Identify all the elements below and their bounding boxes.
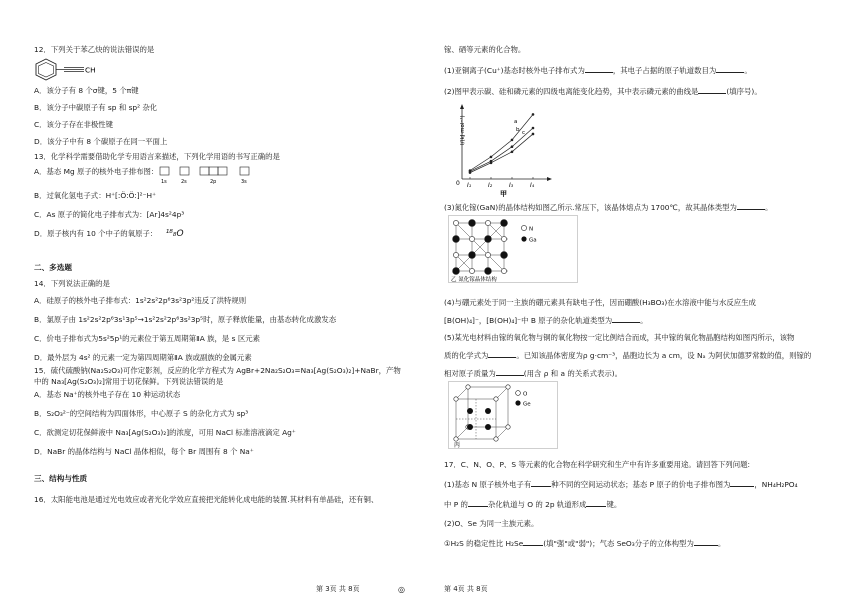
n-atom xyxy=(453,220,458,225)
o-atom xyxy=(466,385,470,389)
q13-option-d-text: D．原子核内有 10 个中子的氧原子： xyxy=(34,229,158,238)
curve-label-a: a xyxy=(514,119,518,125)
cell-caption: 丙 xyxy=(454,442,461,449)
q13-option-a-row xyxy=(34,166,416,186)
q17-part2b-text: (填"强"或"弱")；气态 SeO₃分子的立体构型为 xyxy=(543,539,694,548)
ge-atom xyxy=(467,408,473,414)
answer-blank[interactable] xyxy=(488,349,516,358)
curve-b-point xyxy=(532,127,535,130)
q16-part1-text-b: ，其电子占据的原子轨道数目为 xyxy=(612,66,717,75)
ga-atom xyxy=(469,220,476,227)
benzene-ring-icon xyxy=(34,55,124,85)
ga-atom xyxy=(485,236,492,243)
phenylacetylene-structure xyxy=(34,55,416,85)
orbital-2s: 2s xyxy=(181,179,188,185)
answer-blank[interactable] xyxy=(531,478,551,487)
q16-part5d-text: 相对原子质量为 xyxy=(444,369,496,378)
q13-option-b-prefix: B．过氧化氢电子式： xyxy=(34,191,106,200)
section-structure-properties: 三、结构与性质 xyxy=(34,474,88,483)
gan-crystal-structure xyxy=(448,215,578,283)
q17-part1-text: (1)基态 N 原子核外电子有 xyxy=(444,480,532,489)
ga-atom xyxy=(485,268,492,275)
q12-option-d: D．该分子中有 8 个碳原子在同一平面上 xyxy=(34,137,168,146)
answer-blank[interactable] xyxy=(585,64,613,73)
n-atom xyxy=(501,268,506,273)
q15-stem-line2: 中的 Na₃[Ag(S₂O₃)₂]常用于切花保鲜。下列说法错误的是 xyxy=(34,377,224,386)
q16-part3: (3)氮化镓(GaN)的晶体结构如图乙所示.常压下，该晶体熔点为 1700℃，故其晶体类型为 。 xyxy=(444,203,773,212)
q17-part1c-text: ，NH₄H₂PO₄ xyxy=(754,480,798,489)
right-page xyxy=(430,0,860,608)
q14-option-b: B．氯原子由 1s²2s²2p⁶3s¹3p⁵→1s²2s²2p⁶3s²3p⁵时，原子释放能量，由基态转化成激发态 xyxy=(34,315,337,324)
o-atom xyxy=(454,397,458,401)
orbital-1s: 1s xyxy=(161,179,168,185)
q15-option-b: B．S₂O₃²⁻的空间结构为四面体形，中心原子 S 的杂化方式为 sp³ xyxy=(34,409,249,418)
x-tick-i2: I₂ xyxy=(488,182,493,189)
answer-blank[interactable] xyxy=(612,314,640,323)
answer-blank[interactable] xyxy=(523,537,543,546)
gallium-oxide-unit-cell xyxy=(448,381,558,449)
curve-c-point xyxy=(469,171,472,174)
answer-blank[interactable] xyxy=(586,498,606,507)
n-atom xyxy=(469,268,474,273)
ga-atom xyxy=(501,220,508,227)
orbital-2p: 2p xyxy=(210,179,217,185)
curve-a-point xyxy=(490,156,493,159)
q13-option-b-formula: H⁺[:Ö:Ö:]²⁻H⁺ xyxy=(105,191,156,200)
legend-o: O xyxy=(523,391,528,398)
x-tick-i3: I₃ xyxy=(509,182,514,189)
graph-origin: 0 xyxy=(456,180,460,187)
o-atom xyxy=(494,397,498,401)
q16-part4: (4)与硼元素处于同一主族的硼元素具有缺电子性，因而硼酸(H₃BO₃)在水溶液中能与水反应生成 xyxy=(444,298,756,307)
orbital-diagram xyxy=(158,166,288,186)
legend-ga: Ga xyxy=(529,237,537,244)
ch-label: CH xyxy=(85,65,96,75)
q12-option-b: B．该分子中碳原子有 sp 和 sp² 杂化 xyxy=(34,103,158,112)
q16-stem: 16．太阳能电池是通过光电效应或者光化学效应直接把光能转化成电能的装置.其材料有单晶硅，还有铜、 xyxy=(34,495,379,504)
o-atom xyxy=(454,437,458,441)
graph-curves xyxy=(469,113,535,174)
q14-option-a: A．硅原子的核外电子排布式：1s²2s²2p⁶3s²3p²违反了洪特规则 xyxy=(34,296,247,305)
ga-atom xyxy=(501,252,508,259)
ionization-energy-graph xyxy=(448,101,558,197)
x-tick-i1: I₁ xyxy=(467,182,472,189)
n-atom xyxy=(469,236,474,241)
q16-part5b-text: 质的化学式为 xyxy=(444,351,489,360)
gan-caption: 乙 氮化镓晶体结构 xyxy=(451,277,497,283)
ga-atom xyxy=(453,236,460,243)
x-tick-i4: I₄ xyxy=(530,182,535,189)
left-page-footer: 第 3页 共 8页 xyxy=(316,585,360,593)
q17-part2a: ①H₂S 的稳定性比 H₂Se (填"强"或"弱")；气态 SeO₃分子的立体构型为 。 xyxy=(444,539,726,548)
q17-part1d-text: 中 P 的 xyxy=(444,500,468,509)
q16-part5c-text: 。已知该晶体密度为ρ g·cm⁻³，晶胞边长为 a cm，设 Nₐ 为阿伏加德罗常数的值，则镓的 xyxy=(516,351,812,360)
legend-ge: Ge xyxy=(523,401,531,408)
q14-option-d: D．最外层为 4s² 的元素一定为第四周期第ⅡA 族或副族的金属元素 xyxy=(34,353,252,362)
q17-part1b-text: 种不同的空间运动状态；基态 P 原子的价电子排布图为 xyxy=(551,480,731,489)
curve-a-point xyxy=(511,139,514,142)
ge-atom xyxy=(485,424,491,430)
q14-option-c: C．价电子排布式为5s²5p¹的元素位于第五周期第ⅡA 族，是 s 区元素 xyxy=(34,334,261,343)
q15-stem-line1: 15．硫代硫酸钠(Na₂S₂O₃)可作定影剂，反应的化学方程式为 AgBr+2Na₂S₂O₃=Na₃[Ag(S₂O₃)₂]+NaBr，产物 xyxy=(34,366,401,375)
q16-part2-text: (2)图甲表示碳、硅和磷元素的四级电离能变化趋势，其中表示磷元素的曲线是 xyxy=(444,87,699,96)
q16-part5d xyxy=(444,367,840,379)
ge-atom xyxy=(485,408,491,414)
page-separator-icon: ◎ xyxy=(398,585,405,594)
answer-blank[interactable] xyxy=(468,498,488,507)
q16-part3-text: (3)氮化镓(GaN)的晶体结构如图乙所示.常压下，该晶体熔点为 1700℃，故其晶体类型为 xyxy=(444,203,737,212)
q16-part4b-text: [B(OH)₄]⁻，[B(OH)₄]⁻中 B 原子的杂化轨道类型为 xyxy=(444,316,613,325)
q15-option-c: C．欲测定切花保鲜液中 Na₃[Ag(S₂O₃)₂]的浓度，可用 NaCl 标准溶液滴定 Ag⁺ xyxy=(34,428,296,437)
answer-blank[interactable] xyxy=(698,85,726,94)
curve-c-point xyxy=(490,162,493,165)
q17-part1 xyxy=(444,478,840,490)
q16-part1: (1)亚铜离子(Cu⁺)基态时核外电子排布式为 ，其电子占据的原子轨道数目为 。 xyxy=(444,66,752,75)
q16-part2 xyxy=(444,85,840,97)
legend-n: N xyxy=(529,226,534,233)
ga-atom xyxy=(469,252,476,259)
q17-part2a-text: ①H₂S 的稳定性比 H₂Se xyxy=(444,539,524,548)
answer-blank[interactable] xyxy=(737,201,765,210)
curve-label-c: c xyxy=(522,130,526,136)
curve-b-point xyxy=(511,145,514,148)
q16-part4b: [B(OH)₄]⁻，[B(OH)₄]⁻中 B 原子的杂化轨道类型为 。 xyxy=(444,316,648,325)
q13-option-b xyxy=(34,190,416,201)
curve-c-point xyxy=(532,133,535,136)
n-atom xyxy=(485,252,490,257)
q13-option-a: A．基态 Mg 原子的核外电子排布图： xyxy=(34,167,159,176)
q13-option-c: C．As 原子的简化电子排布式为：[Ar]4s²4p³ xyxy=(34,210,185,219)
n-atom xyxy=(453,252,458,257)
answer-blank[interactable] xyxy=(716,64,744,73)
n-atom xyxy=(501,236,506,241)
graph-ylabel: I/(kJ·mol⁻¹) xyxy=(460,115,466,145)
curve-c-point xyxy=(511,151,514,154)
section-multiple-choice: 二、多选题 xyxy=(34,263,72,272)
answer-blank[interactable] xyxy=(496,367,524,376)
q17-part1f-text: 键。 xyxy=(606,500,622,509)
q12-option-c: C．该分子存在非极性键 xyxy=(34,120,114,129)
o-atom xyxy=(506,385,510,389)
q14-stem: 14．下列说法正确的是 xyxy=(34,279,110,288)
curve-label-b: b xyxy=(516,127,520,133)
orbital-3s: 3s xyxy=(241,179,248,185)
q16-part1-text: (1)亚铜离子(Cu⁺)基态时核外电子排布式为 xyxy=(444,66,585,75)
curve-a-point xyxy=(532,113,535,116)
q16-continued: 镓、硒等元素的化合物。 xyxy=(444,45,526,54)
right-page-footer: 第 4页 共 8页 xyxy=(444,585,488,593)
graph-caption: 甲 xyxy=(500,190,507,197)
q13-option-d xyxy=(34,228,416,240)
q16-part5b xyxy=(444,349,840,361)
q15-option-d: D．NaBr 的晶体结构与 NaCl 晶体相似，每个 Br 周围有 8 个 Na⁺ xyxy=(34,447,254,456)
answer-blank[interactable] xyxy=(730,478,754,487)
q17-part1e-text: 杂化轨道与 O 的 2p 轨道形成 xyxy=(487,500,587,509)
q16-part5e-text: (用含 ρ 和 a 的关系式表示)。 xyxy=(523,369,623,378)
q17-part1-cont xyxy=(444,498,840,510)
n-atom xyxy=(485,220,490,225)
ga-atom xyxy=(453,268,460,275)
q17-stem: 17．C、N、O、P、S 等元素的化合物在科学研究和生产中有许多重要用途。请回答下列问题: xyxy=(444,460,750,469)
o-atom xyxy=(506,425,510,429)
curve-a xyxy=(470,114,533,170)
q13-stem: 13．化学科学需要借助化学专用语言来描述，下列化学用语的书写正确的是 xyxy=(34,152,280,161)
q16-part2-text-b: (填序号)。 xyxy=(726,87,762,96)
q15-option-a: A．基态 Na⁺的核外电子存在 10 种运动状态 xyxy=(34,390,181,399)
o-atom xyxy=(494,437,498,441)
ge-atom xyxy=(467,424,473,430)
q12-stem: 12．下列关于苯乙炔的说法错误的是 xyxy=(34,45,155,54)
q17-part2: (2)O、Se 为同一主族元素。 xyxy=(444,519,539,528)
q16-part5: (5)某光电材料由镓的氧化物与铜的氧化物按一定比例结合而成，其中镓的氧化物晶胞结构如图丙所示，该物 xyxy=(444,333,795,342)
q13-option-d-formula: ¹⁸₈O xyxy=(165,229,184,239)
q12-option-a: A．该分子有 8 个σ键，5 个π键 xyxy=(34,86,139,95)
answer-blank[interactable] xyxy=(694,537,718,546)
